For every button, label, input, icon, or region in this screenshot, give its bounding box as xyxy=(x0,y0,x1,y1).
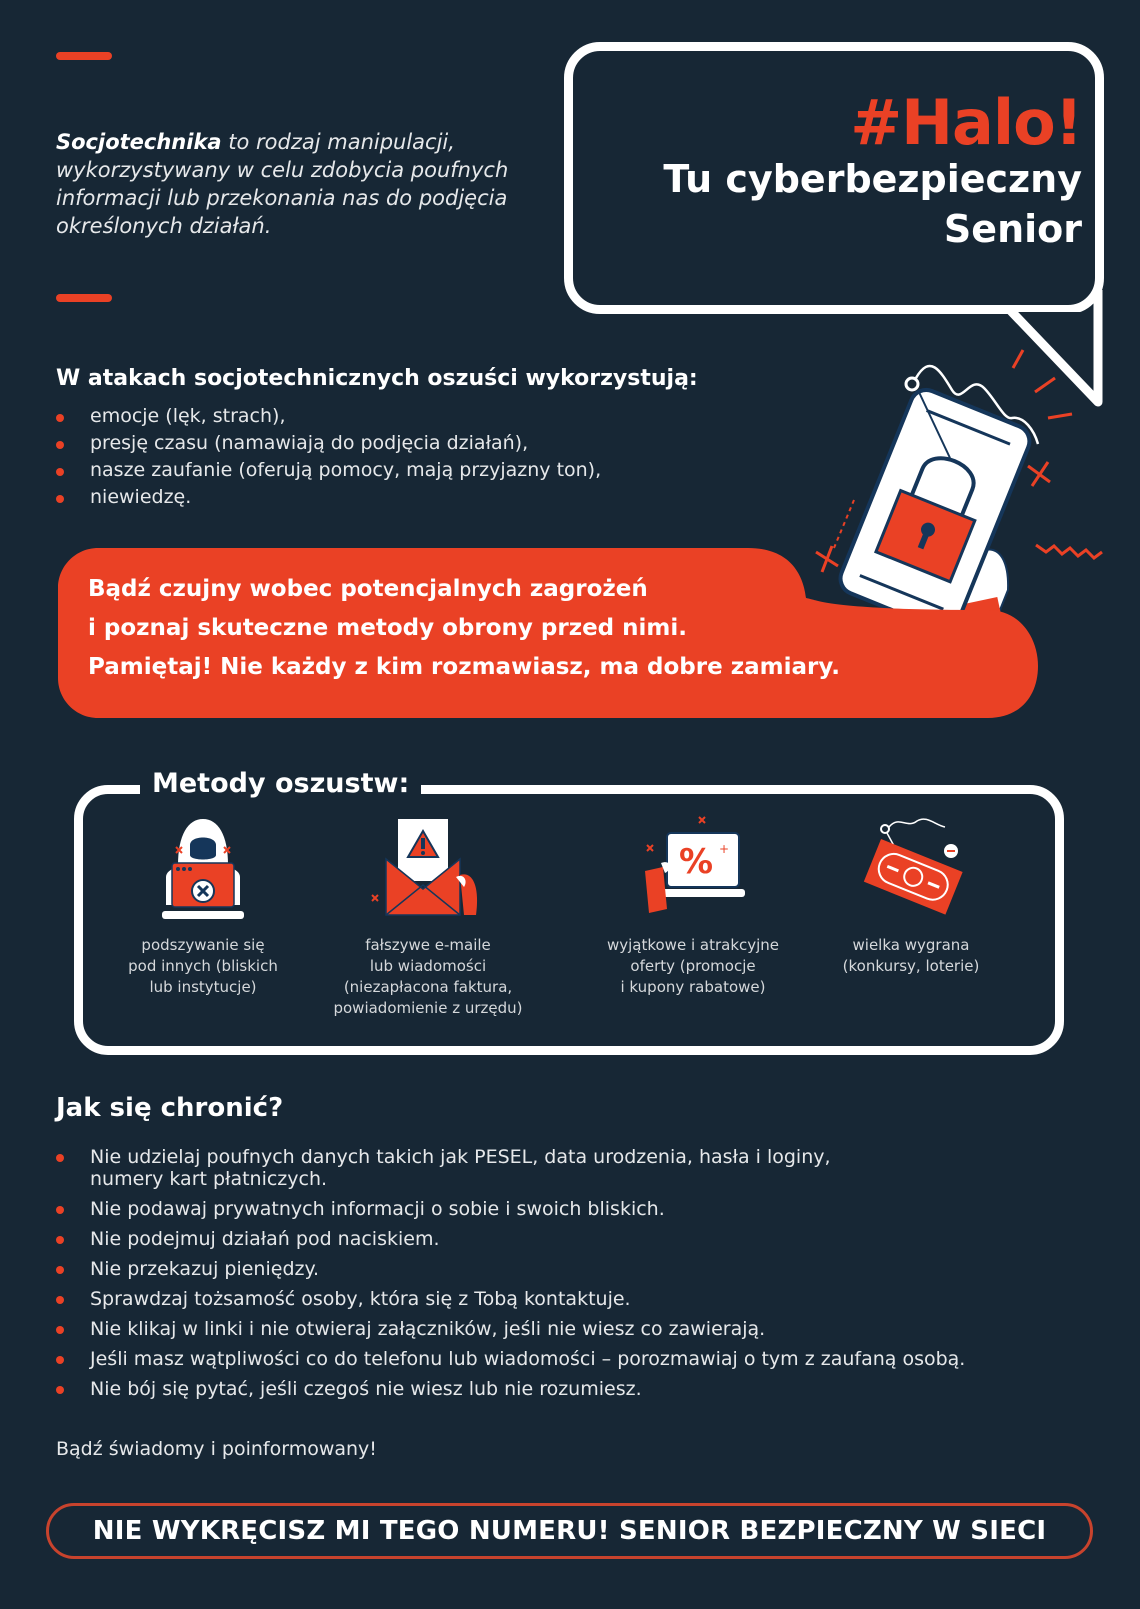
method-label: wielka wygrana (konkursy, loterie) xyxy=(842,936,980,975)
hacker-laptop-icon xyxy=(148,815,258,925)
svg-text:%: % xyxy=(679,842,714,882)
warning-line-3: Pamiętaj! Nie każdy z kim rozmawiasz, ma dobre zamiary. xyxy=(88,654,840,680)
hooked-banknote-icon xyxy=(851,815,971,925)
list-item: Nie podawaj prywatnych informacji o sobie i swoich bliskich. xyxy=(56,1198,1076,1220)
warning-line-1: Bądź czujny wobec potencjalnych zagrożeń xyxy=(88,576,648,602)
attacks-list xyxy=(56,403,601,511)
method-label: podszywanie się pod innych (bliskich lub instytucje) xyxy=(128,936,278,996)
protect-list xyxy=(56,1146,1076,1408)
intro-definition xyxy=(56,128,536,240)
method-big-win xyxy=(796,815,1026,977)
warning-message xyxy=(88,570,840,687)
list-item: niewiedzę. xyxy=(56,484,601,511)
method-impersonation xyxy=(88,815,318,998)
warning-email-icon xyxy=(368,815,488,925)
method-special-offers xyxy=(578,815,808,998)
intro-term: Socjotechnika xyxy=(56,130,222,154)
list-item: presję czasu (namawiają do podjęcia działań), xyxy=(56,430,601,457)
warning-line-2: i poznaj skuteczne metody obrony przed nimi. xyxy=(88,615,687,641)
attacks-heading: W atakach socjotechnicznych oszuści wykorzystują: xyxy=(56,366,698,391)
protect-heading: Jak się chronić? xyxy=(56,1093,284,1123)
methods-heading: Metody oszustw: xyxy=(140,768,421,799)
list-item: Sprawdzaj tożsamość osoby, która się z Tobą kontaktuje. xyxy=(56,1288,1076,1310)
list-item: nasze zaufanie (oferują pomocy, mają przyjazny ton), xyxy=(56,457,601,484)
list-item: Nie przekazuj pieniędzy. xyxy=(56,1258,1076,1280)
title-line-2: Senior xyxy=(943,207,1082,251)
list-item: emocje (lęk, strach), xyxy=(56,403,601,430)
method-label: wyjątkowe i atrakcyjne oferty (promocje i kupony rabatowe) xyxy=(606,936,780,996)
list-item: Nie bój się pytać, jeśli czegoś nie wiesz lub nie rozumiesz. xyxy=(56,1378,1076,1400)
hashtag-title: #Halo! xyxy=(850,86,1082,159)
list-item: Nie udzielaj poufnych danych takich jak PESEL, data urodzenia, hasła i loginy, numery kart płatniczych. xyxy=(56,1146,1076,1190)
list-item: Nie klikaj w linki i nie otwieraj załączników, jeśli nie wiesz co zawierają. xyxy=(56,1318,1076,1340)
bubble-heading xyxy=(663,86,1082,254)
footer-slogan: NIE WYKRĘCISZ MI TEGO NUMERU! SENIOR BEZPIECZNY W SIECI xyxy=(46,1503,1093,1559)
method-label: fałszywe e-maile lub wiadomości (niezapłacona faktura, powiadomienie z urzędu) xyxy=(333,936,523,1017)
discount-laptop-icon xyxy=(633,815,753,925)
title-line-1: Tu cyberbezpieczny xyxy=(663,157,1082,201)
accent-dash-bottom xyxy=(56,294,112,302)
method-fake-emails xyxy=(313,815,543,1019)
list-item: Nie podejmuj działań pod naciskiem. xyxy=(56,1228,1076,1250)
closing-line: Bądź świadomy i poinformowany! xyxy=(56,1438,377,1460)
svg-text:+: + xyxy=(719,842,730,856)
list-item: Jeśli masz wątpliwości co do telefonu lub wiadomości – porozmawiaj o tym z zaufaną osobą. xyxy=(56,1348,1076,1370)
accent-dash-top xyxy=(56,52,112,60)
intro-definition-text: to rodzaj manipulacji, wykorzystywany w celu zdobycia poufnych informacji lub przekonania nas do podjęcia określonych działań. xyxy=(56,130,509,238)
